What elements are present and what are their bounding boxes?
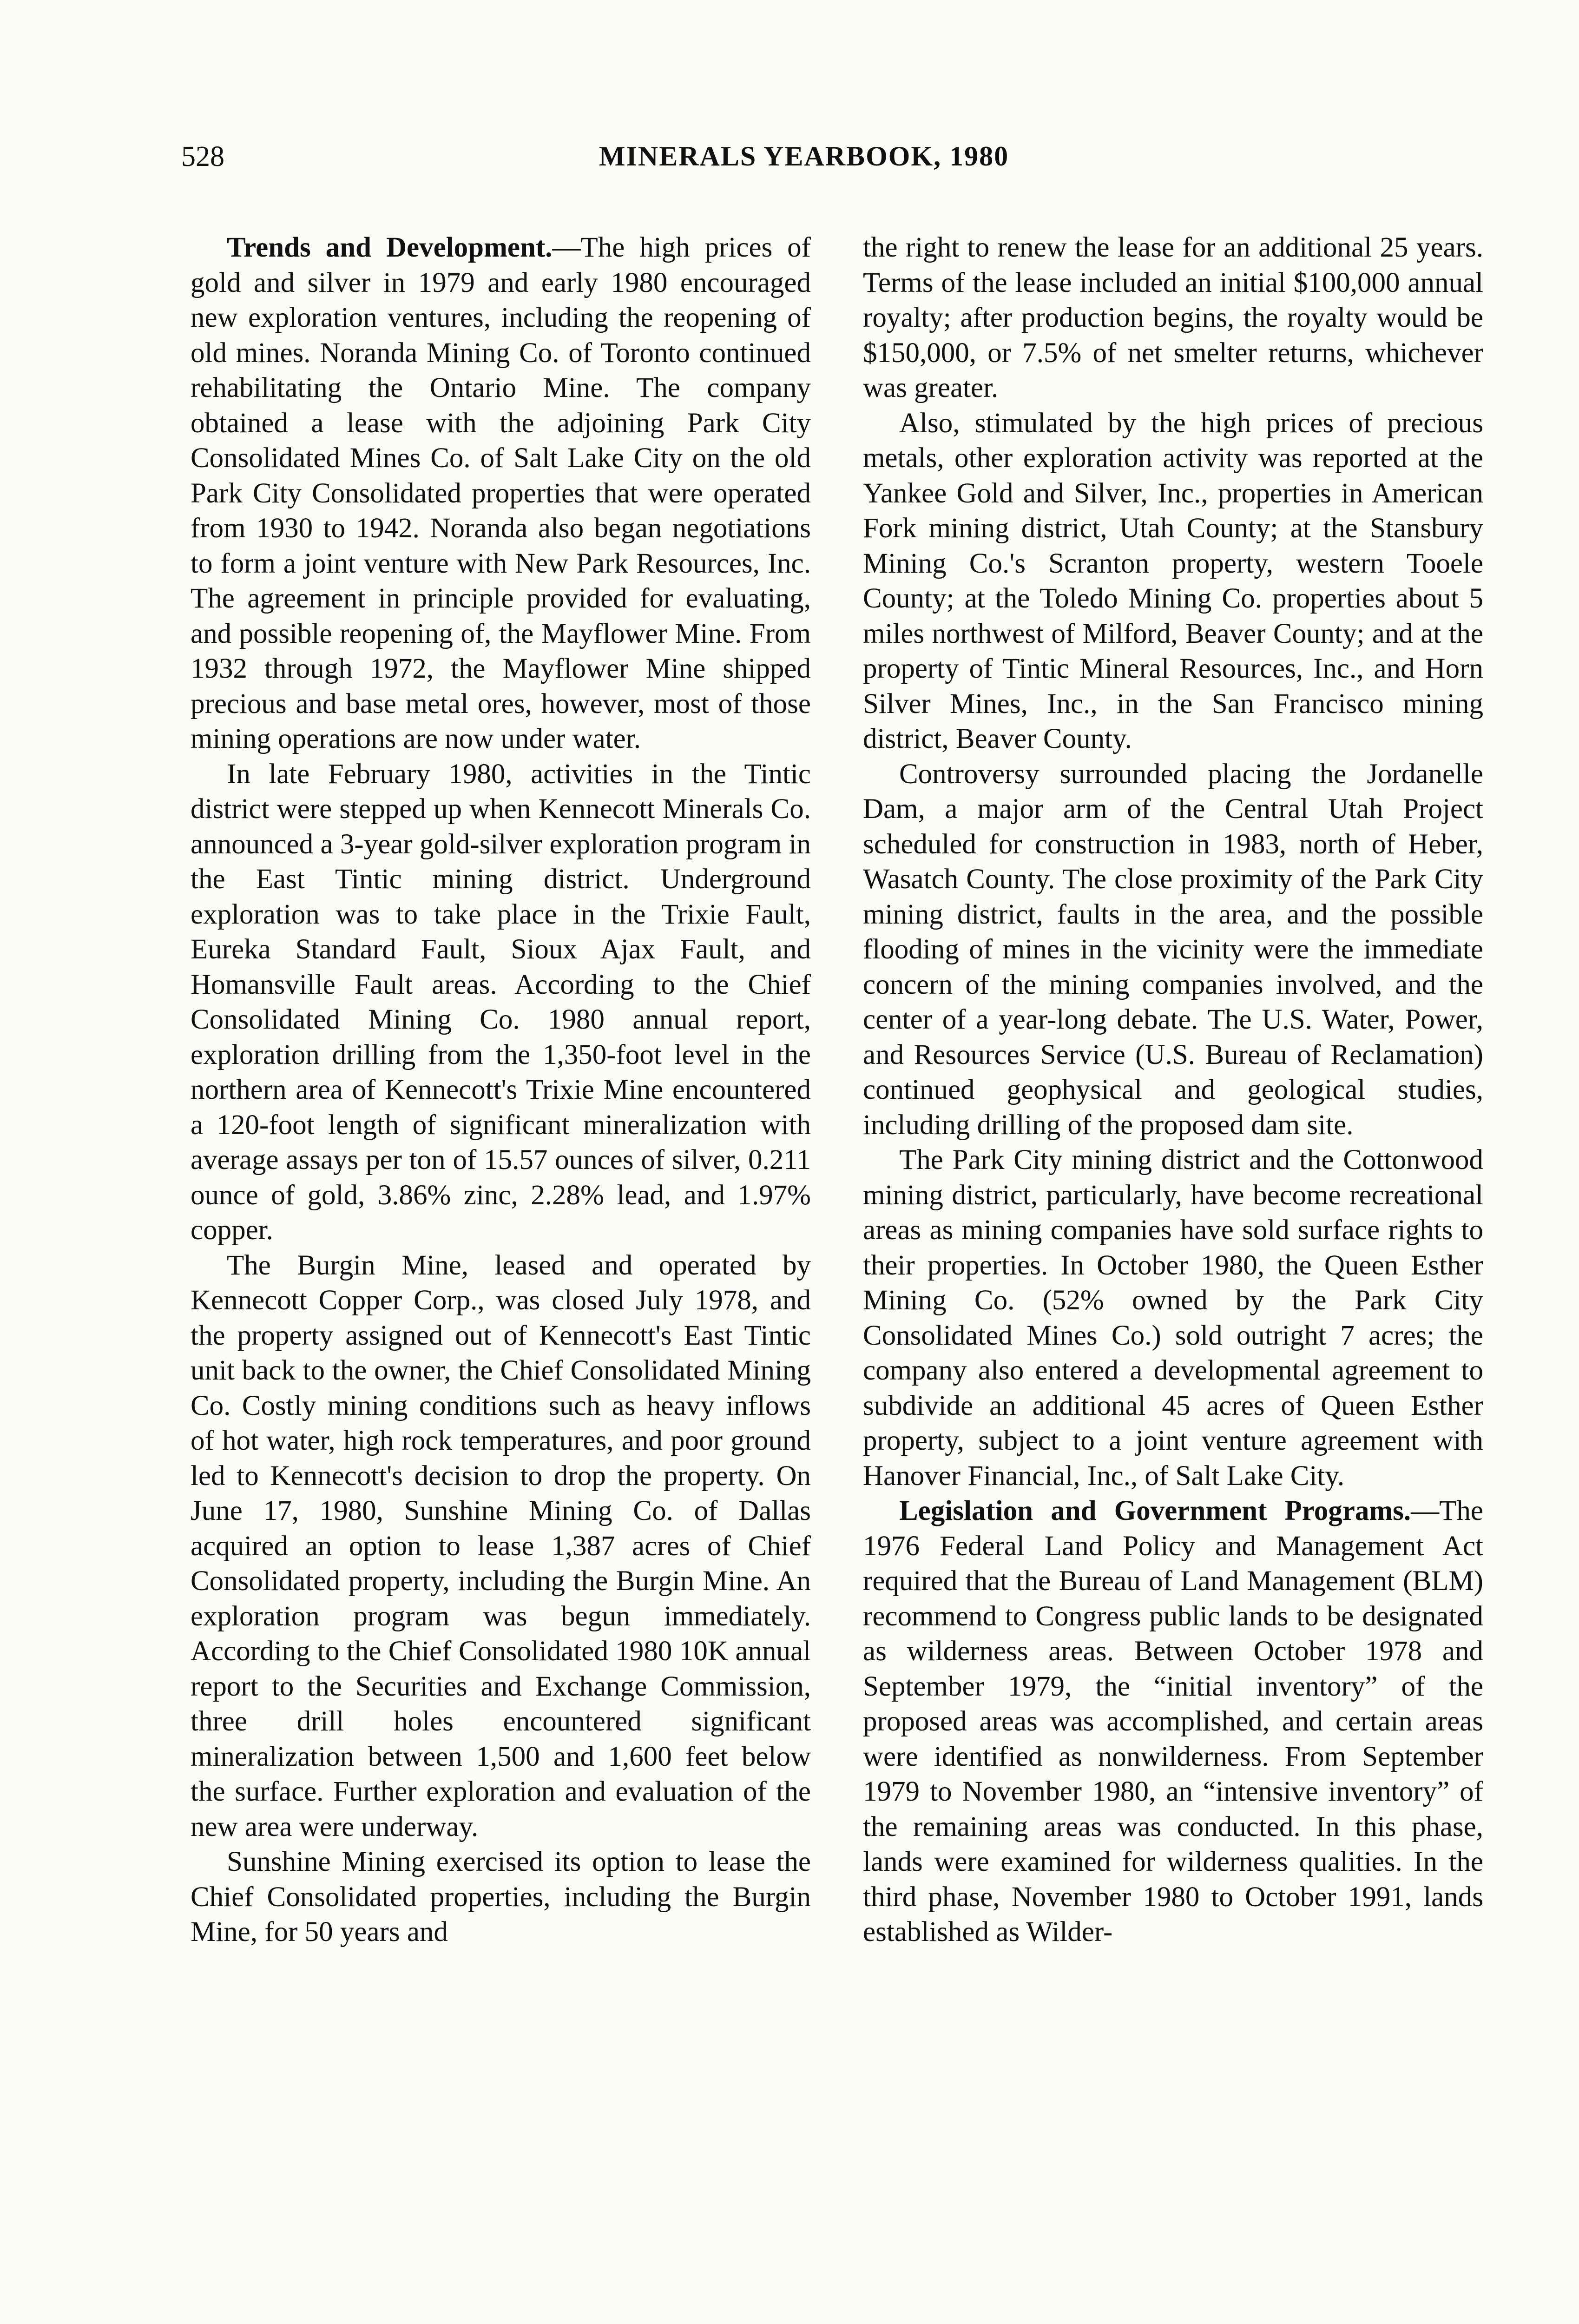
page-header [181,139,1427,181]
paragraph-lease-terms: the right to renew the lease for an additional 25 years. Terms of the lease included an initial $100,000 annual royalty; after production begins, the royalty would be $150,000, or 7.5% of net smelter returns, whichever was greater. [863,232,1483,403]
paragraph-jordanelle-dam: Controversy surrounded placing the Jordanelle Dam, a major arm of the Central Utah Project scheduled for construction in 1983, north of Heber, Wasatch County. The close proximity of the Park City mining district, faults in the area, and the possible flooding of mines in the vicinity were the immediate concern of the mining companies involved, and the center of a year-long debate. The U.S. Water, Power, and Resources Service (U.S. Bureau of Reclamation) continued geophysical and geological studies, including drilling of the proposed dam site. [863,758,1483,1141]
right-column [863,230,1483,1950]
page-number: 528 [181,141,224,172]
paragraph-trends-and-development [191,230,811,757]
paragraph-sunshine-mining: Sunshine Mining exercised its option to lease the Chief Consolidated properties, including the Burgin Mine, for 50 years and [191,1846,811,1948]
paragraph-recreational-areas: The Park City mining district and the Cottonwood mining district, particularly, have become recreational areas as mining companies have sold surface rights to their properties. In October 1980, the Queen Esther Mining Co. (52% owned by the Park City Consolidated Mines Co.) sold outright 7 acres; the company also entered a developmental agreement to subdivide an additional 45 acres of Queen Esther property, subject to a joint venture agreement with Hanover Financial, Inc., of Salt Lake City. [863,1144,1483,1492]
section-heading-legislation: Legislation and Government Programs. [899,1495,1411,1526]
paragraph-other-exploration: Also, stimulated by the high prices of precious metals, other exploration activity was reported at the Yankee Gold and Silver, Inc., properties in American Fork mining district, Utah County; at the Stansbury Mining Co.'s Scranton property, western Tooele County; at the Toledo Mining Co. properties about 5 miles northwest of Milford, Beaver County; and at the property of Tintic Mineral Resources, Inc., and Horn Silver Mines, Inc., in the San Francisco mining district, Beaver County. [863,407,1483,754]
paragraph-tintic-district: In late February 1980, activities in the Tintic district were stepped up when Kennecott Minerals Co. announced a 3-year gold-silver exploration program in the East Tintic mining district. Underground exploration was to take place in the Trixie Fault, Eureka Standard Fault, Sioux Ajax Fault, and Homansville Fault areas. According to the Chief Consolidated Mining Co. 1980 annual report, exploration drilling from the 1,350-foot level in the northern area of Kennecott's Trixie Mine encountered a 120-foot length of significant mineralization with average assays per ton of 15.57 ounces of silver, 0.211 ounce of gold, 3.86% zinc, 2.28% lead, and 1.97% copper. [191,758,811,1246]
paragraph-text: —The 1976 Federal Land Policy and Management Act required that the Bureau of Land Management (BLM) recommend to Congress public lands to be designated as wilderness areas. Between October 1978 and September 1979, the “initial inventory” of the proposed areas was accomplished, and certain areas were identified as nonwilderness. From September 1979 to November 1980, an “intensive inventory” of the remaining areas was conducted. In this phase, lands were examined for wilderness qualities. In the third phase, November 1980 to October 1991, lands established as Wilder- [863,1495,1483,1948]
paragraph-legislation-programs [863,1493,1483,1950]
paragraph-text: —The high prices of gold and silver in 1979 and early 1980 encouraged new exploration ventures, including the reopening of old mines. Noranda Mining Co. of Toronto continued rehabilitating the Ontario Mine. The company obtained a lease with the adjoining Park City Consolidated Mines Co. of Salt Lake City on the old Park City Consolidated properties that were operated from 1930 to 1942. Noranda also began negotiations to form a joint venture with New Park Resources, Inc. The agreement in principle provided for evaluating, and possible reopening of, the Mayflower Mine. From 1932 through 1972, the Mayflower Mine shipped precious and base metal ores, however, most of those mining operations are now under water. [191,232,811,754]
left-column [191,230,811,1950]
running-title: MINERALS YEARBOOK, 1980 [599,141,1009,172]
paragraph-burgin-mine: The Burgin Mine, leased and operated by Kennecott Copper Corp., was closed July 1978, and the property assigned out of Kennecott's East Tintic unit back to the owner, the Chief Consolidated Mining Co. Costly mining conditions such as heavy inflows of hot water, high rock temperatures, and poor ground led to Kennecott's decision to drop the property. On June 17, 1980, Sunshine Mining Co. of Dallas acquired an option to lease 1,387 acres of Chief Consolidated property, including the Burgin Mine. An exploration program was begun immediately. According to the Chief Consolidated 1980 10K annual report to the Securities and Exchange Commission, three drill holes encountered significant mineralization between 1,500 and 1,600 feet below the surface. Further exploration and evaluation of the new area were underway. [191,1249,811,1842]
section-heading-trends: Trends and Development. [227,232,553,263]
